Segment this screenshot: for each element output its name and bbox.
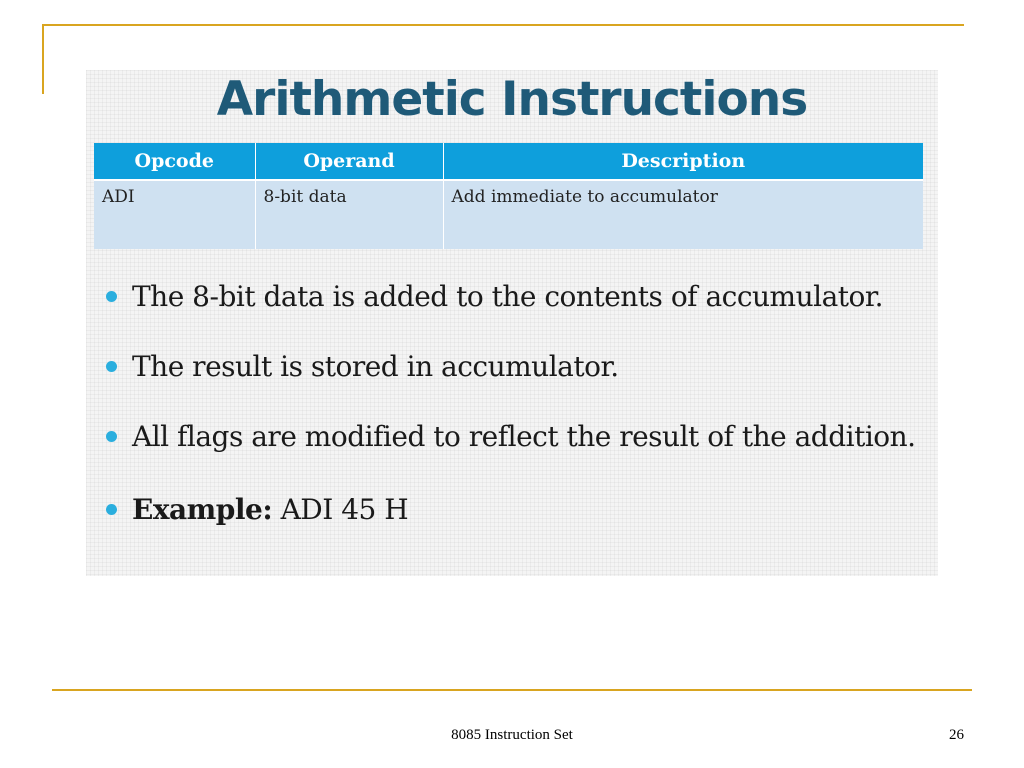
header-operand: Operand bbox=[255, 143, 443, 180]
bullet-item bbox=[104, 278, 924, 316]
bullet-dot-icon bbox=[106, 291, 117, 302]
bullet-dot-icon bbox=[106, 504, 117, 515]
example-item bbox=[104, 491, 924, 529]
table-row bbox=[94, 180, 923, 249]
page-number: 26 bbox=[949, 727, 964, 743]
cell-opcode: ADI bbox=[94, 180, 255, 249]
bullet-list bbox=[104, 278, 924, 561]
bullet-text: The 8-bit data is added to the contents of accumulator. bbox=[132, 280, 884, 313]
slide-title: Arithmetic Instructions bbox=[216, 72, 808, 127]
bullet-dot-icon bbox=[106, 361, 117, 372]
example-text: ADI 45 H bbox=[272, 493, 409, 526]
footer-title: 8085 Instruction Set bbox=[451, 727, 573, 743]
example-label: Example: bbox=[132, 493, 273, 526]
bullet-item bbox=[104, 348, 924, 386]
cell-operand: 8-bit data bbox=[255, 180, 443, 249]
header-opcode: Opcode bbox=[94, 143, 255, 180]
top-accent-line bbox=[42, 24, 964, 26]
cell-description: Add immediate to accumulator bbox=[443, 180, 923, 249]
footer-divider bbox=[52, 689, 972, 691]
bullet-text: All flags are modified to reflect the result of the addition. bbox=[132, 420, 916, 453]
header-description: Description bbox=[443, 143, 923, 180]
table-header-row bbox=[94, 143, 923, 180]
bullet-item bbox=[104, 418, 924, 456]
instruction-table bbox=[94, 143, 923, 249]
bullet-text: The result is stored in accumulator. bbox=[132, 350, 619, 383]
bullet-dot-icon bbox=[106, 431, 117, 442]
